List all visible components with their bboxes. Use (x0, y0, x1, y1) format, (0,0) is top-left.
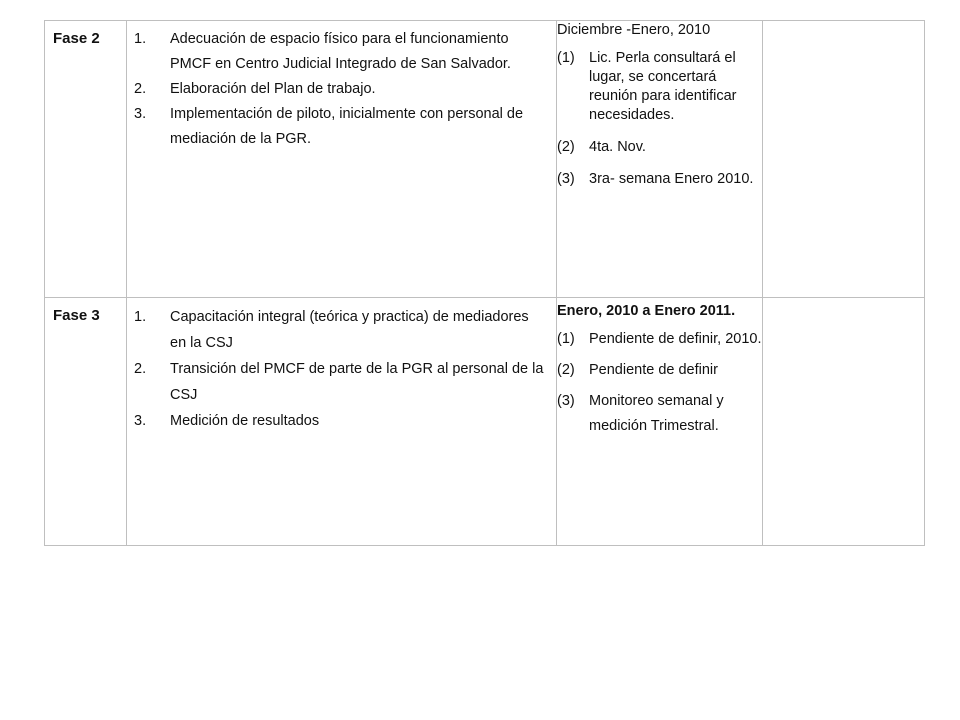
activity-number: 2. (134, 361, 147, 377)
activity-number: 3. (134, 106, 147, 122)
schedule-cell (557, 21, 763, 298)
schedule-item-number: (3) (557, 171, 575, 187)
table-row-phase-2 (45, 21, 925, 298)
activity-item (134, 102, 548, 152)
activity-number: 1. (134, 309, 147, 325)
work-plan-table (44, 20, 925, 546)
activity-item (134, 77, 548, 102)
activities-list (127, 21, 556, 152)
activity-number: 2. (134, 81, 147, 97)
responsible-cell (763, 21, 925, 298)
activity-text: Implementación de piloto, inicialmente con personal de mediación de la PGR. (170, 106, 524, 147)
schedule-item (557, 138, 762, 157)
activities-list (127, 298, 556, 434)
schedule-item-text: 3ra- semana Enero 2010. (589, 171, 754, 187)
activity-item (134, 356, 548, 408)
schedule-heading: Enero, 2010 a Enero 2011. (557, 303, 736, 319)
schedule-item (557, 170, 762, 189)
activities-cell (127, 21, 557, 298)
activity-text: Medición de resultados (170, 413, 320, 429)
schedule-item-number: (2) (557, 139, 575, 155)
activity-item (134, 304, 548, 356)
schedule-item (557, 358, 762, 383)
phase-label: Fase 2 (53, 30, 100, 47)
schedule-cell (557, 298, 763, 546)
phase-cell (45, 298, 127, 546)
schedule-item (557, 327, 762, 352)
activity-text: Adecuación de espacio físico para el funcionamiento PMCF en Centro Judicial Integrado de San Salvador. (170, 31, 511, 72)
schedule-item-text: Lic. Perla consultará el lugar, se concertará reunión para identificar necesidades. (589, 50, 737, 123)
schedule-item-text: Monitoreo semanal y medición Trimestral. (589, 393, 724, 434)
schedule-item-text: 4ta. Nov. (589, 139, 646, 155)
schedule-item-text: Pendiente de definir, 2010. (589, 331, 762, 347)
activity-text: Transición del PMCF de parte de la PGR al personal de la CSJ (170, 361, 544, 403)
activity-text: Capacitación integral (teórica y practica) de mediadores en la CSJ (170, 309, 529, 351)
schedule-item-number: (1) (557, 50, 575, 66)
activities-cell (127, 298, 557, 546)
schedule-item (557, 49, 762, 125)
activity-number: 3. (134, 413, 147, 429)
activity-item (134, 408, 548, 434)
phase-label: Fase 3 (53, 307, 100, 324)
activity-item (134, 27, 548, 77)
table-row-phase-3 (45, 298, 925, 546)
schedule-item-number: (1) (557, 331, 575, 347)
responsible-cell (763, 298, 925, 546)
schedule-heading: Diciembre -Enero, 2010 (557, 22, 711, 38)
schedule-item-text: Pendiente de definir (589, 362, 718, 378)
activity-text: Elaboración del Plan de trabajo. (170, 81, 376, 97)
schedule-item-number: (3) (557, 393, 575, 409)
schedule-item (557, 389, 762, 439)
schedule-item-number: (2) (557, 362, 575, 378)
phase-cell (45, 21, 127, 298)
activity-number: 1. (134, 31, 147, 47)
